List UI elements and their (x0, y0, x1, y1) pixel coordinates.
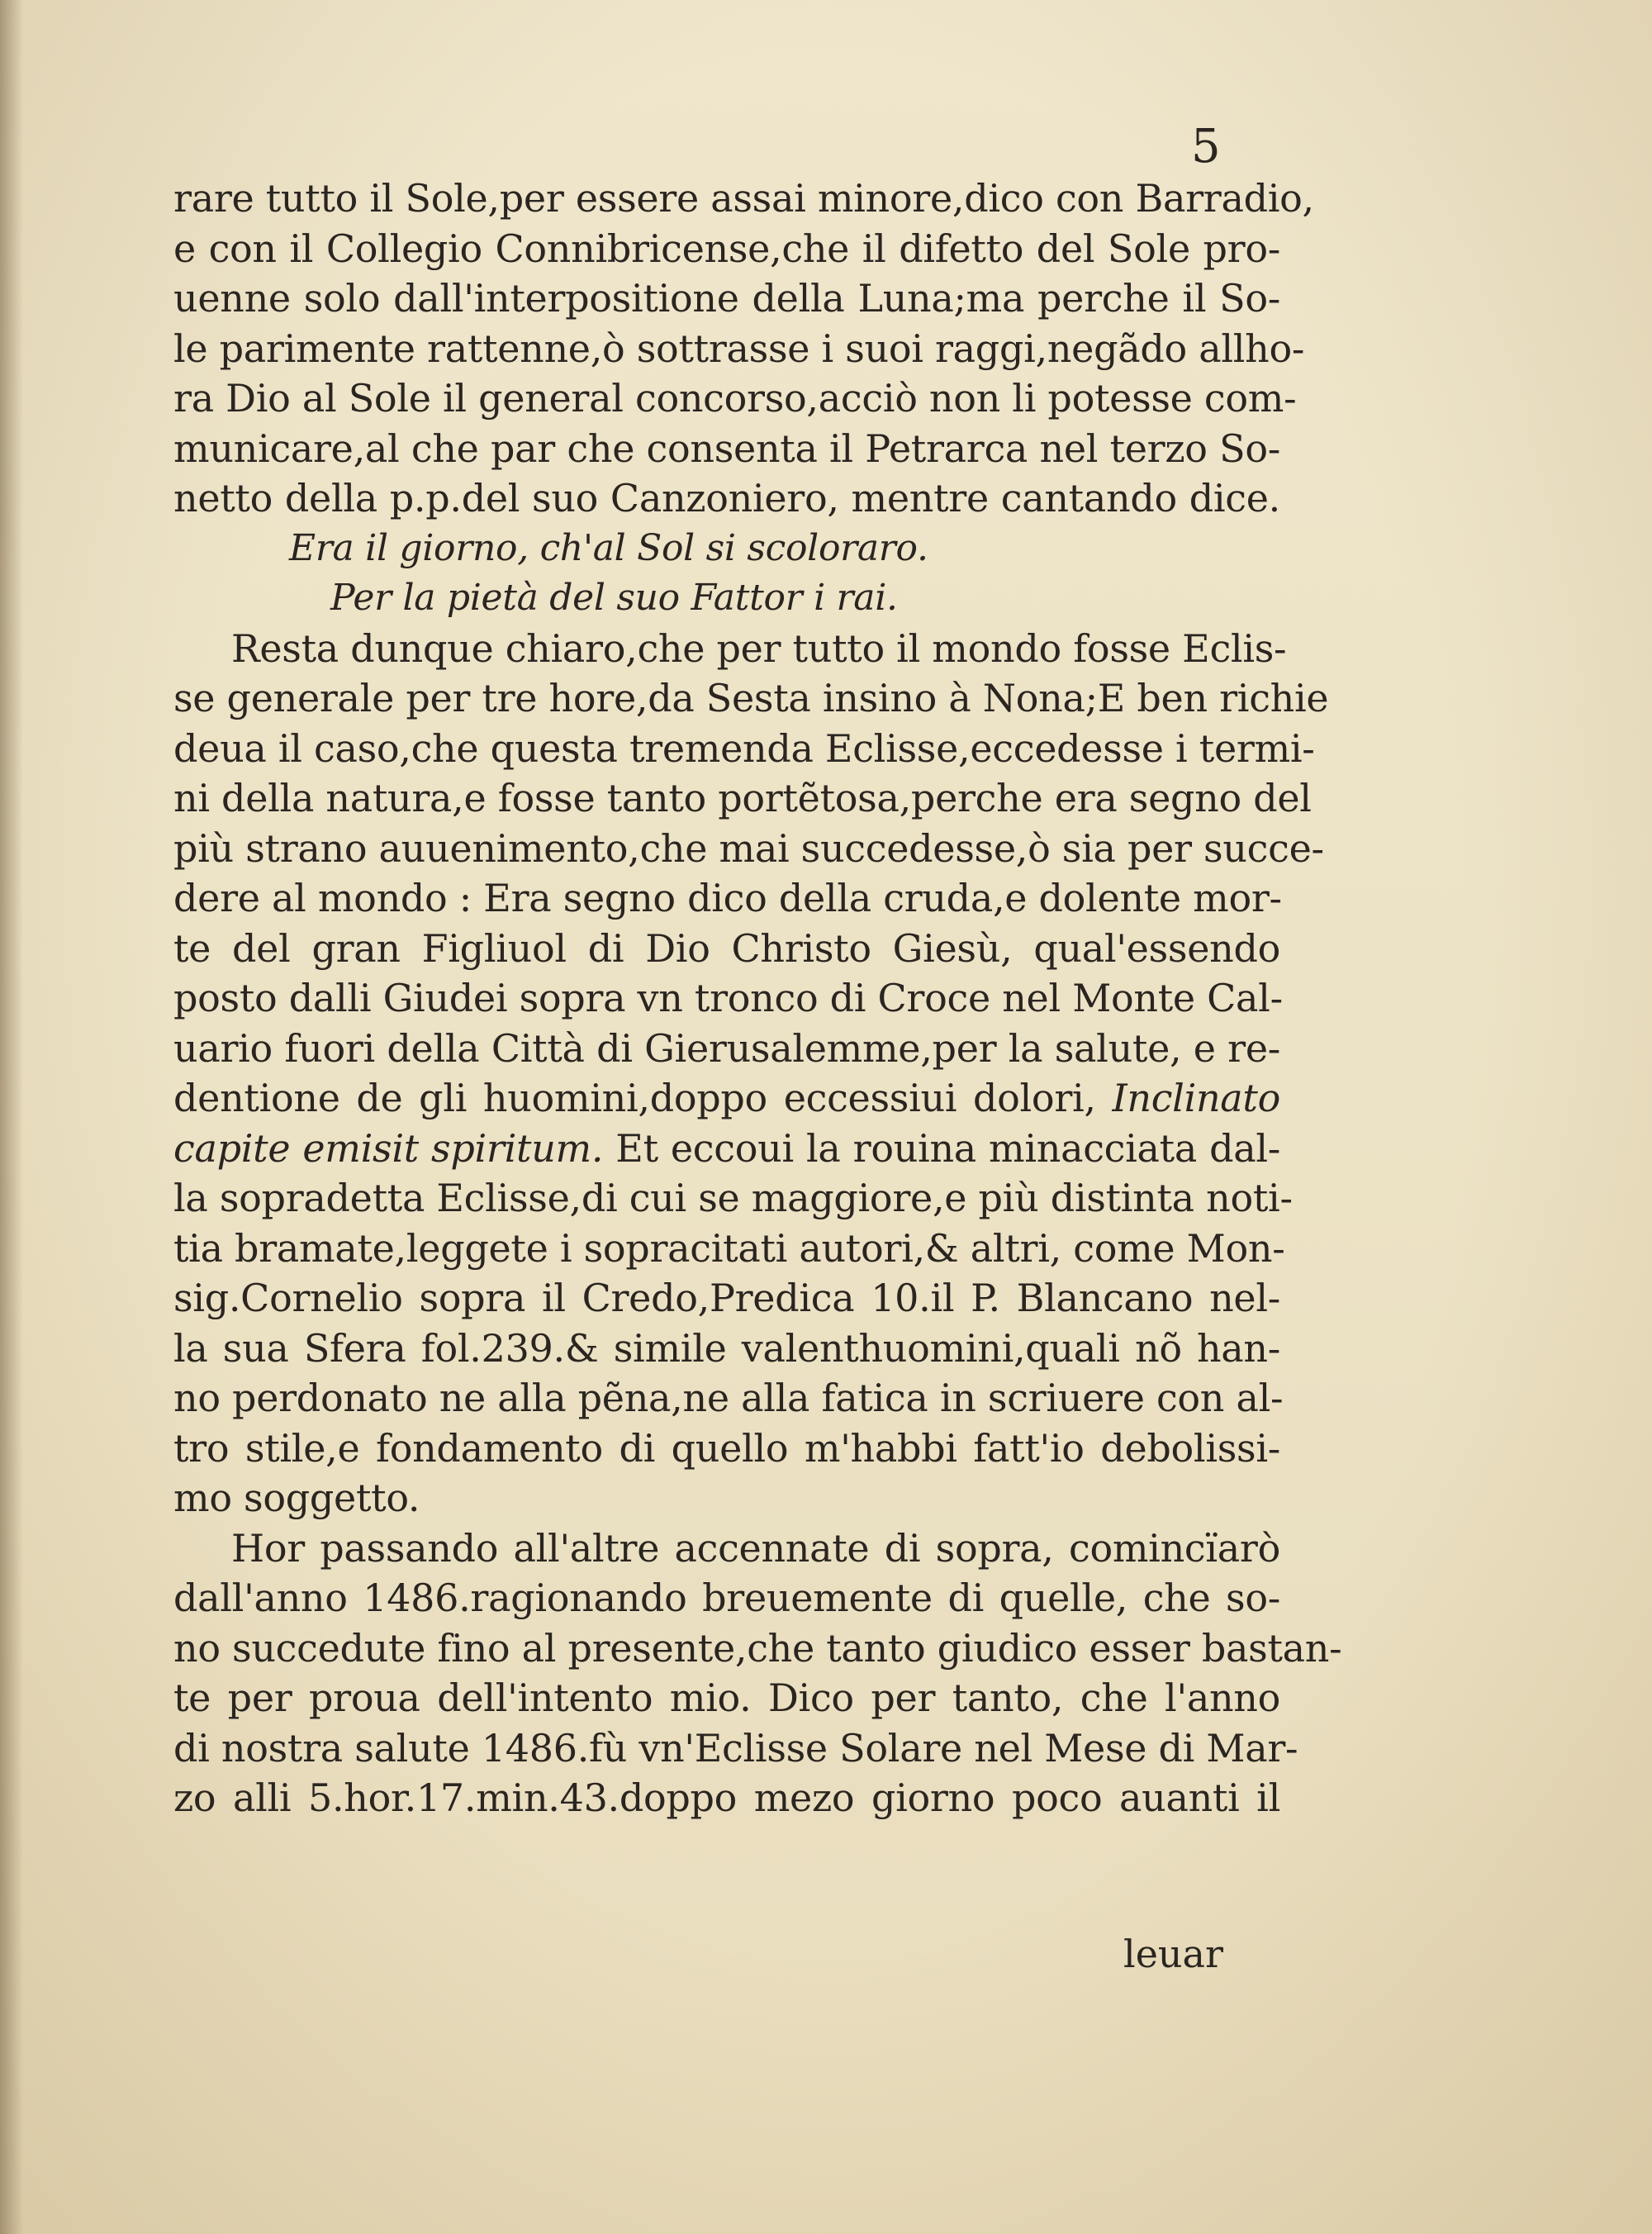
text-line: ni della natura,e fosse tanto portẽtosa,perche era segno del (173, 776, 1312, 820)
text-line: la sopradetta Eclisse,di cui se maggiore,e più distinta noti- (173, 1176, 1293, 1220)
text-line: le parimente rattenne,ò sottrasse i suoi raggi,negãdo allho- (173, 326, 1305, 371)
paragraph-first-line: Hor passando all'altre accennate di sopra, comincïarò (231, 1525, 1280, 1571)
page-number: 5 (1191, 120, 1221, 173)
text-line (173, 1073, 1280, 1124)
latin-quote: capite emisit spiritum. (173, 1125, 604, 1171)
verse-quote-line: Era il giorno, ch'al Sol si scoloraro. (289, 526, 928, 569)
text-line: sig.Cornelio sopra il Credo,Predica 10.il P. Blancano nel- (173, 1276, 1280, 1320)
text-line: te del gran Figliuol di Dio Christo Giesù, qual'essendo (173, 925, 1280, 971)
text-line: te per proua dell'intento mio. Dico per tanto, che l'anno (173, 1676, 1280, 1720)
text-line: ra Dio al Sole il general concorso,acciò non li potesse com- (173, 376, 1297, 421)
text-line: rare tutto il Sole,per essere assai minore,dico con Barradio, (173, 176, 1314, 221)
text-line: dere al mondo : Era segno dico della cruda,e dolente mor- (173, 876, 1282, 920)
text-line: e con il Collegio Connibricense,che il difetto del Sole pro- (173, 226, 1280, 271)
text-line: deua il caso,che questa tremenda Eclisse,eccedesse i termi- (173, 725, 1315, 771)
text-span: Et eccoui la rouina minacciata dal- (615, 1125, 1281, 1171)
text-line (173, 1124, 1280, 1174)
text-line: se generale per tre hore,da Sesta insino à Nona;E ben richie (173, 676, 1329, 720)
paragraph-first-line: Resta dunque chiaro,che per tutto il mondo fosse Eclis- (231, 625, 1287, 671)
text-line: uenne solo dall'interpositione della Luna;ma perche il So- (173, 276, 1280, 321)
text-line: posto dalli Giudei sopra vn tronco di Croce nel Monte Cal- (173, 976, 1283, 1020)
text-line: mo soggetto. (173, 1476, 420, 1520)
text-line: di nostra salute 1486.fù vn'Eclisse Solare nel Mese di Mar- (173, 1725, 1298, 1771)
text-line: netto della p.p.del suo Canzoniero, mentre cantando dice. (173, 476, 1280, 520)
latin-quote: Inclinato (1112, 1076, 1281, 1120)
text-line: uario fuori della Città di Gierusalemme,per la salute, e re- (173, 1025, 1280, 1071)
text-line: tro stile,e fondamento di quello m'habbi fatt'io debolissi- (173, 1425, 1280, 1471)
catchword: leuar (1123, 1932, 1223, 1976)
text-span: dentione de gli huomini,doppo eccessiui dolori, (173, 1076, 1096, 1120)
verse-quote-line: Per la pietà del suo Fattor i rai. (330, 577, 898, 619)
page-edge-shadow (0, 0, 23, 2234)
text-line: municare,al che par che consenta il Petrarca nel terzo So- (173, 425, 1280, 471)
text-line: zo alli 5.hor.17.min.43.doppo mezo giorno poco auanti il (173, 1775, 1280, 1820)
text-line: più strano auuenimento,che mai succedesse,ò sia per succe- (173, 825, 1324, 871)
text-line: no succedute fino al presente,che tanto giudico esser bastan- (173, 1625, 1342, 1671)
text-line: no perdonato ne alla pẽna,ne alla fatica in scriuere con al- (173, 1376, 1284, 1420)
text-line: dall'anno 1486.ragionando breuemente di quelle, che so- (173, 1576, 1280, 1620)
text-line: la sua Sfera fol.239.& simile valenthuomini,quali nõ han- (173, 1325, 1280, 1371)
text-line: tia bramate,leggete i sopracitati autori,& altri, come Mon- (173, 1225, 1285, 1271)
body-text (173, 173, 1342, 1823)
